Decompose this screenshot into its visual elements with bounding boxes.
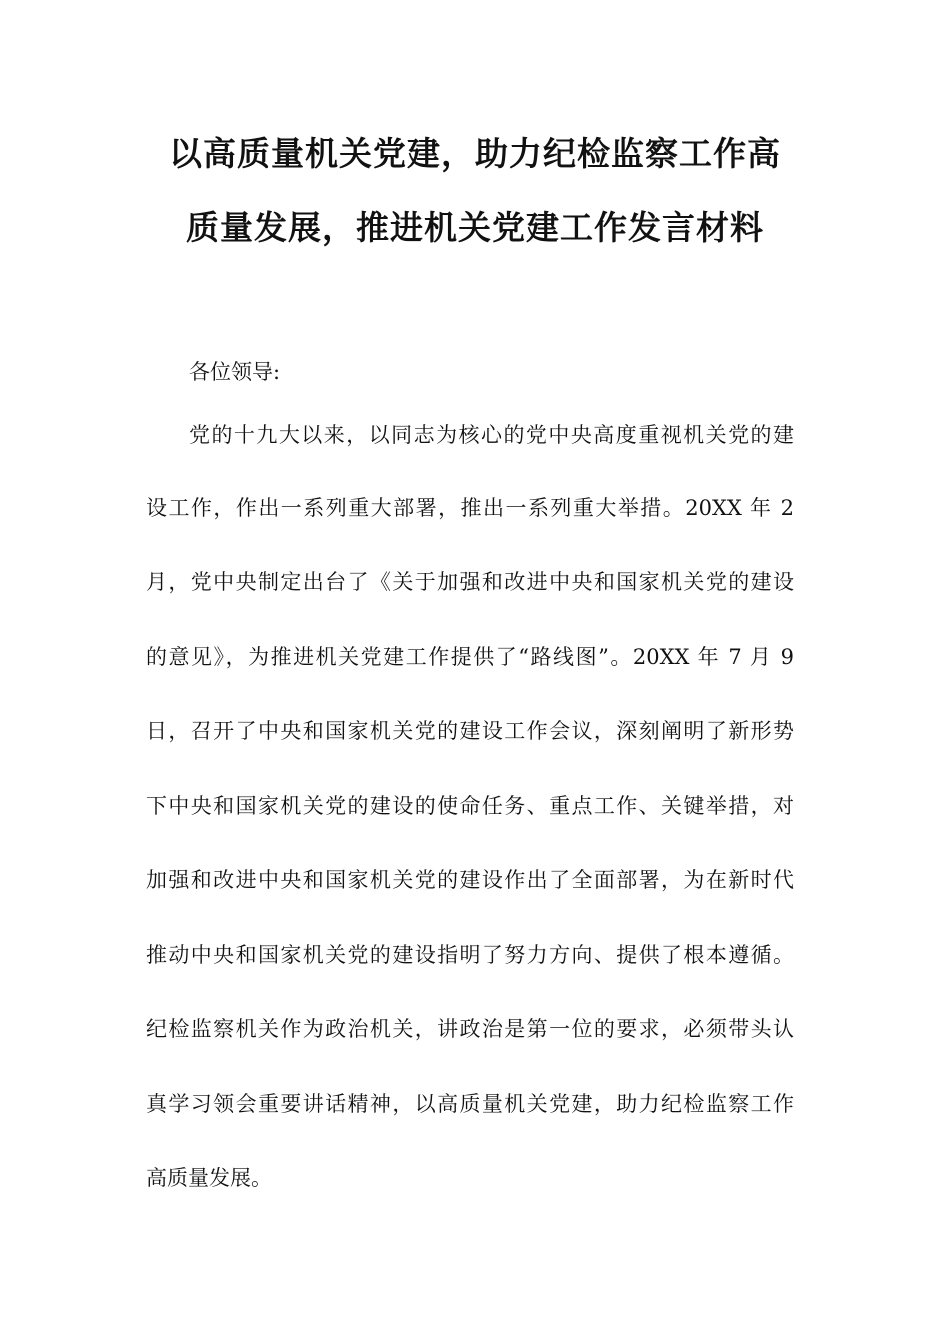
- paragraph-line-4: 的意见》，为推进机关党建工作提供了“路线图”。20XX 年 7 月 9: [146, 645, 794, 669]
- document-title-line-1: 以高质量机关党建，助力纪检监察工作高: [169, 134, 781, 173]
- paragraph-line-6: 下中央和国家机关党的建设的使命任务、重点工作、关键举措，对: [146, 794, 794, 818]
- paragraph-line-7: 加强和改进中央和国家机关党的建设作出了全面部署，为在新时代: [146, 868, 794, 892]
- paragraph-line-2: 设工作，作出一系列重大部署，推出一系列重大举措。20XX 年 2: [146, 496, 794, 520]
- paragraph-line-11: 高质量发展。: [146, 1166, 272, 1190]
- paragraph-line-8: 推动中央和国家机关党的建设指明了努力方向、提供了根本遵循。: [146, 943, 794, 967]
- paragraph-line-9: 纪检监察机关作为政治机关，讲政治是第一位的要求，必须带头认: [146, 1017, 794, 1041]
- paragraph-line-5: 日，召开了中央和国家机关党的建设工作会议，深刻阐明了新形势: [146, 719, 794, 743]
- document-title-line-2: 质量发展，推进机关党建工作发言材料: [186, 208, 764, 247]
- paragraph-line-10: 真学习领会重要讲话精神，以高质量机关党建，助力纪检监察工作: [146, 1092, 794, 1116]
- salutation: 各位领导:: [189, 360, 281, 384]
- paragraph-line-1: 党的十九大以来，以同志为核心的党中央高度重视机关党的建: [189, 423, 794, 447]
- paragraph-line-3: 月，党中央制定出台了《关于加强和改进中央和国家机关党的建设: [146, 570, 794, 594]
